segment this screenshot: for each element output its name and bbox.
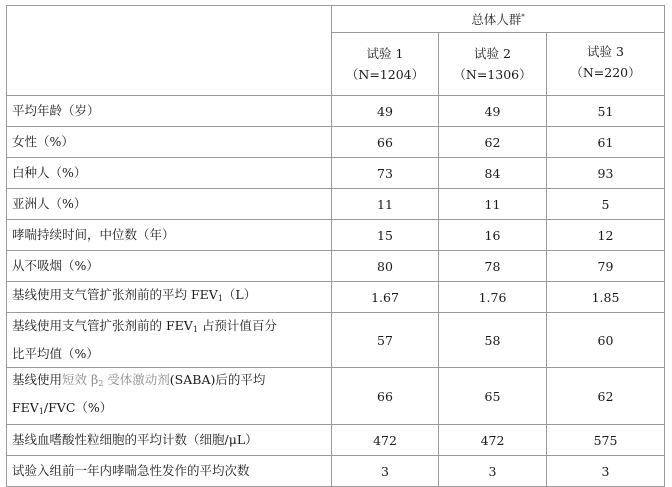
table-row <box>7 313 665 368</box>
row-label: 平均年龄（岁） <box>7 96 332 127</box>
table-row <box>7 158 665 189</box>
trial-1-value: 80 <box>332 251 439 282</box>
table-row <box>7 220 665 251</box>
trial-2-value: 11 <box>439 189 547 220</box>
trial-1-value: 472 <box>332 425 439 456</box>
row-label: 从不吸烟（%） <box>7 251 332 282</box>
population-group-header <box>332 6 665 33</box>
trial-3-value: 62 <box>547 368 665 425</box>
table-row <box>7 282 665 313</box>
trial-2-value: 78 <box>439 251 547 282</box>
row-label: 基线血嗜酸性粒细胞的平均计数（细胞/μL） <box>7 425 332 456</box>
trial-1-value: 73 <box>332 158 439 189</box>
trial-1-value: 57 <box>332 313 439 368</box>
trial-1-value: 66 <box>332 127 439 158</box>
trial-3-value: 1.85 <box>547 282 665 313</box>
trial-name: 试验 3 <box>587 44 624 59</box>
table-row <box>7 456 665 487</box>
trial-3-value: 575 <box>547 425 665 456</box>
row-label: 基线使用支气管扩张剂前的 $FEV_1$ 占预计值百分 比平均值（%） <box>7 313 332 368</box>
row-label: 基线使用短效 $\beta_2$ 受体激动剂(SABA)后的平均 $FEV_1/FVC(\%)$ <box>7 368 332 425</box>
trial-3-value: 51 <box>547 96 665 127</box>
trial-name: 试验 2 <box>474 46 511 61</box>
trial-2-value: 1.76 <box>439 282 547 313</box>
trial-2-value: 16 <box>439 220 547 251</box>
trial-3-value: 93 <box>547 158 665 189</box>
trial-2-value: 65 <box>439 368 547 425</box>
trial-1-value: 15 <box>332 220 439 251</box>
trial-3-value: 60 <box>547 313 665 368</box>
group-title: 总体人群 <box>471 12 522 27</box>
table-row <box>7 251 665 282</box>
row-label: 白种人（%） <box>7 158 332 189</box>
table-row <box>7 96 665 127</box>
trial-sample-size: （N=1204） <box>345 67 425 82</box>
trial-sample-size: （N=1306） <box>453 67 532 82</box>
table-row <box>7 368 665 425</box>
trial-3-value: 79 <box>547 251 665 282</box>
trial-3-value: 3 <box>547 456 665 487</box>
row-label: 女性（%） <box>7 127 332 158</box>
trial-1-value: 11 <box>332 189 439 220</box>
group-footnote-mark: * <box>521 12 525 21</box>
trial-2-value: 62 <box>439 127 547 158</box>
trial-2-header <box>439 33 547 96</box>
table-row <box>7 127 665 158</box>
trial-1-value: 49 <box>332 96 439 127</box>
trial-1-value: 66 <box>332 368 439 425</box>
trial-2-value: 58 <box>439 313 547 368</box>
trial-3-value: 5 <box>547 189 665 220</box>
header-row-group <box>7 6 665 33</box>
trial-3-value: 61 <box>547 127 665 158</box>
trial-3-header <box>547 33 665 96</box>
table-row <box>7 189 665 220</box>
trial-3-value: 12 <box>547 220 665 251</box>
trial-2-value: 3 <box>439 456 547 487</box>
row-label: 试验入组前一年内哮喘急性发作的平均次数 <box>7 456 332 487</box>
row-label: 哮喘持续时间，中位数（年） <box>7 220 332 251</box>
trial-sample-size: （N=220） <box>570 65 641 80</box>
baseline-characteristics-table <box>6 5 665 487</box>
table-row <box>7 425 665 456</box>
trial-1-value: 1.67 <box>332 282 439 313</box>
trial-name: 试验 1 <box>366 46 404 61</box>
trial-1-value: 3 <box>332 456 439 487</box>
trial-1-header <box>332 33 439 96</box>
row-label: 基线使用支气管扩张剂前的平均 $FEV_1(L)$ <box>7 282 332 313</box>
trial-2-value: 84 <box>439 158 547 189</box>
trial-2-value: 472 <box>439 425 547 456</box>
trial-2-value: 49 <box>439 96 547 127</box>
header-empty-cell <box>7 6 332 96</box>
row-label: 亚洲人（%） <box>7 189 332 220</box>
